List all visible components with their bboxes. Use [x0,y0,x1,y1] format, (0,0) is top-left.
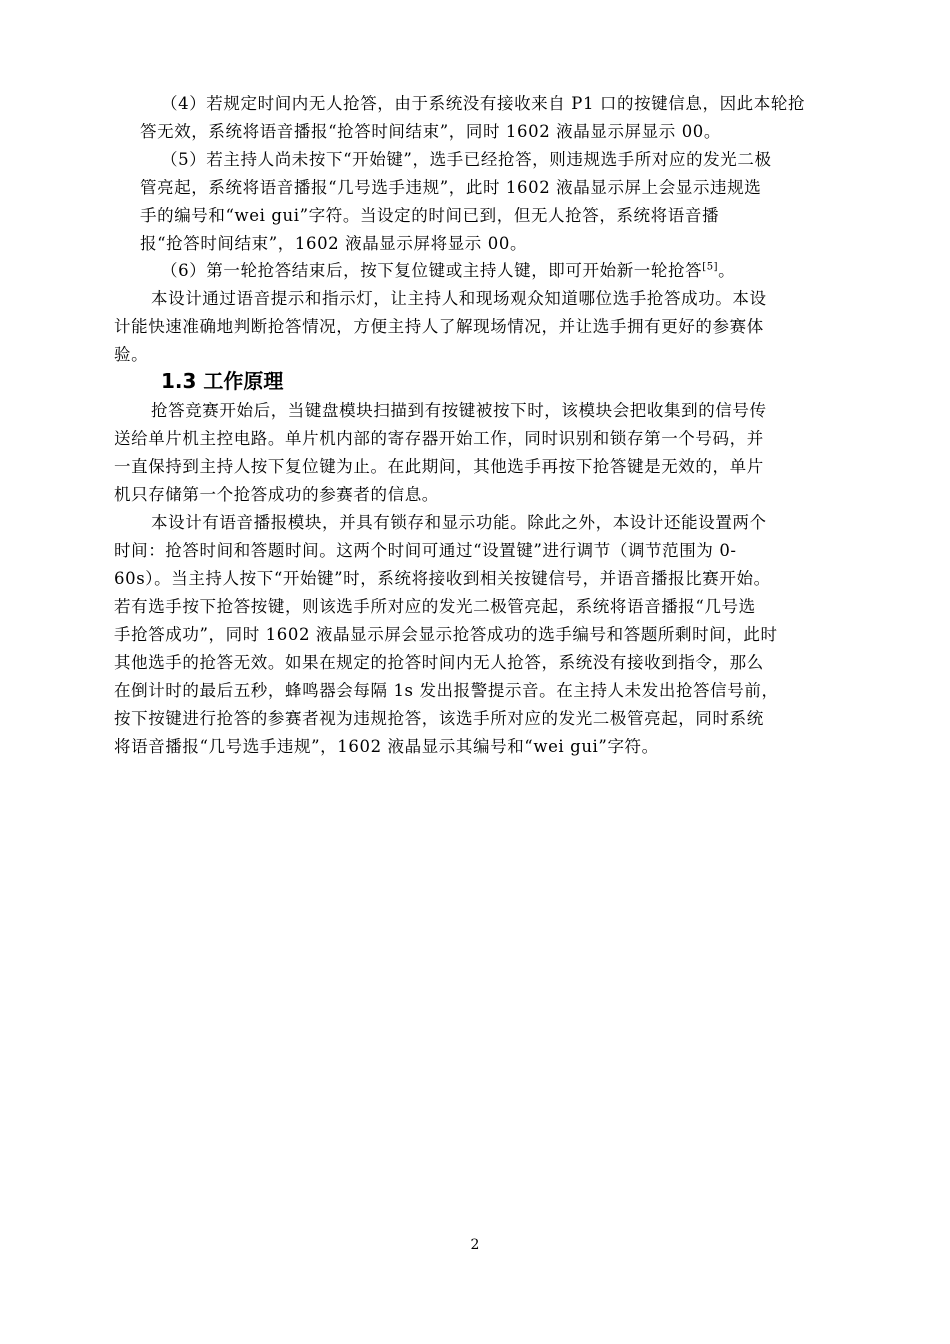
principle-p2-line-4: 若有选手按下抢答按键，则该选手所对应的发光二极管亮起，系统将语音播报“几号选 [114,597,756,616]
principle-p1-line-2: 送给单片机主控电路。单片机内部的寄存器开始工作，同时识别和锁存第一个号码，并 [114,429,764,448]
list-item-6-tail: 。 [718,261,736,280]
principle-p2-line-1: 本设计有语音播报模块，并具有锁存和显示功能。除此之外，本设计还能设置两个 [151,513,767,532]
principle-p2-line-8: 按下按键进行抢答的参赛者视为违规抢答，该选手所对应的发光二极管亮起，同时系统 [114,709,764,728]
section-heading: 1.3 工作原理 [161,369,284,393]
principle-p2-line-6: 其他选手的抢答无效。如果在规定的抢答时间内无人抢答，系统没有接收到指令，那么 [114,653,764,672]
list-item-5-line-1: （5）若主持人尚未按下“开始键”，选手已经抢答，则违规选手所对应的发光二极 [161,150,772,169]
summary-line-3: 验。 [114,345,149,364]
principle-p1-line-4: 机只存储第一个抢答成功的参赛者的信息。 [114,485,439,504]
list-item-5-line-2: 管亮起，系统将语音播报“几号选手违规”，此时 1602 液晶显示屏上会显示违规选 [140,178,762,197]
list-item-4-line-1: （4）若规定时间内无人抢答，由于系统没有接收来自 P1 口的按键信息，因此本轮抢 [161,94,806,113]
list-item-5-line-4: 报“抢答时间结束”，1602 液晶显示屏将显示 00。 [140,234,528,253]
principle-p2-line-2: 时间：抢答时间和答题时间。这两个时间可通过“设置键”进行调节（调节范围为 0- [114,541,737,560]
page-number: 2 [470,1237,480,1253]
principle-p2-line-3: 60s）。当主持人按下“开始键”时，系统将接收到相关按键信号，并语音播报比赛开始。 [114,569,771,588]
list-item-4-line-2: 答无效，系统将语音播报“抢答时间结束”，同时 1602 液晶显示屏显示 00。 [140,122,721,141]
principle-p2-line-9: 将语音播报“几号选手违规”，1602 液晶显示其编号和“wei gui”字符。 [114,737,659,756]
list-item-6-line-1 [161,257,735,285]
list-item-6-text: （6）第一轮抢答结束后，按下复位键或主持人键，即可开始新一轮抢答 [161,261,703,280]
citation-mark: [5] [702,261,719,273]
principle-p2-line-7: 在倒计时的最后五秒，蜂鸣器会每隔 1s 发出报警提示音。在主持人未发出抢答信号前， [114,681,779,700]
summary-line-2: 计能快速准确地判断抢答情况，方便主持人了解现场情况，并让选手拥有更好的参赛体 [114,317,764,336]
list-item-5-line-3: 手的编号和“wei gui”字符。当设定的时间已到，但无人抢答，系统将语音播 [140,206,720,225]
principle-p1-line-1: 抢答竞赛开始后，当键盘模块扫描到有按键被按下时，该模块会把收集到的信号传 [151,401,767,420]
principle-p1-line-3: 一直保持到主持人按下复位键为止。在此期间，其他选手再按下抢答键是无效的，单片 [114,457,764,476]
principle-p2-line-5: 手抢答成功”，同时 1602 液晶显示屏会显示抢答成功的选手编号和答题所剩时间，此时 [114,625,778,644]
summary-line-1: 本设计通过语音提示和指示灯，让主持人和现场观众知道哪位选手抢答成功。本设 [151,289,767,308]
